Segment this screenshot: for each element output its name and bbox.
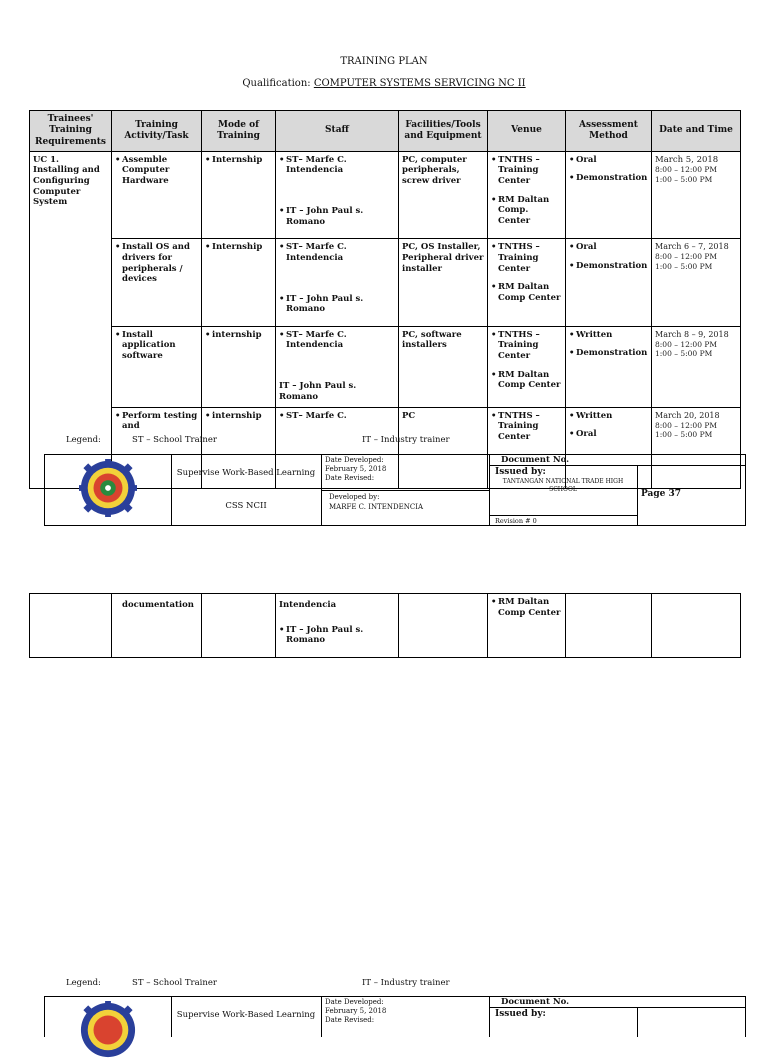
date-text: March 8 – 9, 2018 <box>655 329 729 339</box>
time-am: 8:00 – 12:00 PM <box>655 252 718 262</box>
facilities-text: PC, OS Installer, Peripheral driver installer <box>399 239 488 327</box>
venue-item: • TNTHS – Training Center <box>491 330 562 362</box>
mode-text: • internship <box>205 330 272 341</box>
training-plan-table-page2 <box>29 594 741 655</box>
school-seal-logo <box>79 1001 137 1059</box>
facilities-text: PC, computer peripherals, screw driver <box>399 151 488 239</box>
assessment-item: • Written <box>569 411 648 422</box>
date-developed-label: Date Developed: <box>325 456 384 464</box>
time-pm: 1:00 – 5:00 PM <box>655 430 713 440</box>
table-row <box>30 594 741 658</box>
document-no-label: Document No. <box>501 997 570 1007</box>
time-am: 8:00 – 12:00 PM <box>655 165 718 175</box>
qualification-label: Qualification: <box>242 78 311 89</box>
header-cell: Date and Time <box>652 111 741 152</box>
time-am: 8:00 – 12:00 PM <box>655 420 718 430</box>
legend-it: IT – Industry trainer <box>362 978 450 988</box>
training-plan-table <box>29 110 741 489</box>
date-revised-label: Date Revised: <box>325 474 375 482</box>
qualification-value: COMPUTER SYSTEMS SERVICING NC II <box>313 78 526 89</box>
requirement-cell: UC 1. Installing and Configuring Computer System <box>30 151 112 488</box>
facilities-text: PC, software installers <box>399 326 488 407</box>
staff-st: Intendencia <box>279 600 337 610</box>
staff-st: • ST– Marfe C. Intendencia <box>279 242 395 263</box>
table-row <box>30 239 741 327</box>
developed-by: MARFE C. INTENDENCIA <box>329 503 424 511</box>
header-cell: Venue <box>488 111 566 152</box>
header-cell: Mode of Training <box>202 111 276 152</box>
venue-item: • RM Daltan Comp Center <box>491 282 562 303</box>
footer-title: Supervise Work-Based Learning <box>176 1010 316 1020</box>
assessment-item: • Demonstration <box>569 261 648 272</box>
venue-item: • RM Daltan Comp Center <box>491 597 562 618</box>
staff-st: • ST– Marfe C. Intendencia <box>279 155 395 176</box>
venue-item: • TNTHS – Training Center <box>491 242 562 274</box>
mode-text: • Internship <box>205 155 272 166</box>
mode-text: • internship <box>205 411 272 422</box>
qualification-line <box>0 78 768 89</box>
assessment-item: • Demonstration <box>569 348 648 359</box>
assessment-item: • Oral <box>569 429 648 440</box>
assessment-item: • Oral <box>569 155 648 166</box>
header-cell: Staff <box>276 111 399 152</box>
date-text: March 6 – 7, 2018 <box>655 242 729 252</box>
page-footer <box>44 454 746 526</box>
footer-title: Supervise Work-Based Learning <box>176 468 316 478</box>
time-pm: 1:00 – 5:00 PM <box>655 349 713 359</box>
task-text: • Install application software <box>115 330 198 362</box>
developed-by-label: Developed by: <box>329 493 380 501</box>
table-header-row <box>30 111 741 152</box>
date-developed: February 5, 2018 <box>325 465 387 473</box>
staff-it: • IT – John Paul s. Romano <box>279 625 395 646</box>
legend-st: ST – School Trainer <box>132 435 217 445</box>
legend-it: IT – Industry trainer <box>362 435 450 445</box>
staff-it: IT – John Paul s. Romano <box>279 381 357 402</box>
document-title: TRAINING PLAN <box>340 56 428 67</box>
facilities-text: PC <box>399 407 488 488</box>
venue-item: • TNTHS – Training Center <box>491 411 562 443</box>
staff-st: • ST– Marfe C. Intendencia <box>279 330 395 351</box>
issued-by: TANTANGAN NATIONAL TRADE HIGH SCHOOL <box>502 478 624 493</box>
venue-item: • TNTHS – Training Center <box>491 155 562 187</box>
page-footer <box>44 996 746 1037</box>
time-pm: 1:00 – 5:00 PM <box>655 174 713 184</box>
staff-st: • ST– Marfe C. <box>279 411 395 422</box>
school-seal-logo <box>79 459 137 517</box>
revision: Revision # 0 <box>495 517 537 525</box>
issued-by-label: Issued by: <box>495 467 546 477</box>
assessment-item: • Written <box>569 330 648 341</box>
header-cell: Assessment Method <box>566 111 652 152</box>
date-developed: February 5, 2018 <box>325 1007 387 1015</box>
staff-it: • IT – John Paul s. Romano <box>279 294 395 315</box>
legend-label: Legend: <box>66 435 101 445</box>
header-cell: Training Activity/Task <box>112 111 202 152</box>
time-am: 8:00 – 12:00 PM <box>655 339 718 349</box>
table-row <box>30 151 741 239</box>
venue-item: • RM Daltan Comp Center <box>491 370 562 391</box>
task-text: • Assemble Computer Hardware <box>115 155 198 187</box>
time-pm: 1:00 – 5:00 PM <box>655 261 713 271</box>
header-cell: Trainees' Training Requirements <box>30 111 112 152</box>
legend-st: ST – School Trainer <box>132 978 217 988</box>
mode-text: • Internship <box>205 242 272 253</box>
table-row <box>30 326 741 407</box>
issued-by-label: Issued by: <box>495 1009 546 1019</box>
continuation-table <box>29 593 741 658</box>
document-no-label: Document No. <box>501 455 570 465</box>
task-text: • Perform testing and <box>115 411 198 432</box>
date-text: March 5, 2018 <box>655 154 719 165</box>
task-text: • Install OS and drivers for peripherals / devices <box>115 242 198 285</box>
legend-label: Legend: <box>66 978 101 988</box>
header-cell: Facilities/Tools and Equipment <box>399 111 488 152</box>
date-text: March 20, 2018 <box>655 410 720 420</box>
page-number: Page 37 <box>641 489 682 499</box>
assessment-item: • Oral <box>569 242 648 253</box>
venue-item: • RM Daltan Comp. Center <box>491 195 562 227</box>
task-text: documentation <box>112 594 202 658</box>
footer-course: CSS NCII <box>225 501 267 511</box>
assessment-item: • Demonstration <box>569 173 648 184</box>
date-developed-label: Date Developed: <box>325 998 384 1006</box>
staff-it: • IT – John Paul s. Romano <box>279 206 395 227</box>
date-revised-label: Date Revised: <box>325 1016 375 1024</box>
